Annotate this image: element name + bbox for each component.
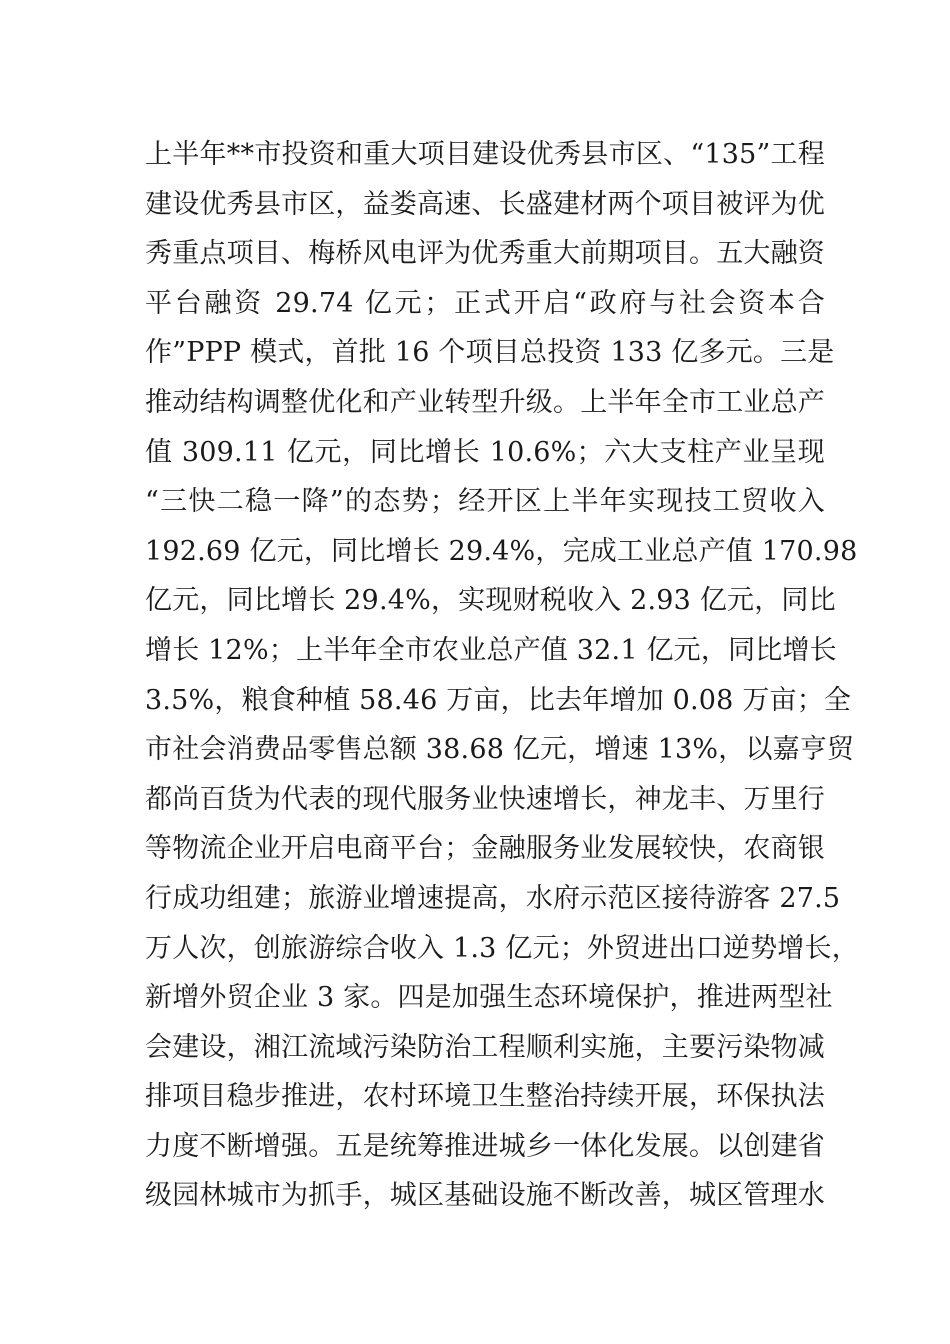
text-line: 上半年**市投资和重大项目建设优秀县市区、“135”工程 <box>145 139 825 170</box>
text-line: 建设优秀县市区，益娄高速、长盛建材两个项目被评为优 <box>145 188 825 220</box>
text-line: 秀重点项目、梅桥风电评为优秀重大前期项目。五大融资 <box>145 238 825 270</box>
text-line: 192.69 亿元，同比增长 29.4%，完成工业总产值 170.98 <box>145 535 858 567</box>
body-paragraph <box>145 130 859 1221</box>
text-line: 3.5%，粮食种植 58.46 万亩，比去年增加 0.08 万亩；全 <box>145 684 852 716</box>
text-line: 亿元，同比增长 29.4%，实现财税收入 2.93 亿元，同比 <box>145 585 836 617</box>
text-line: “三快二稳一降”的态势；经开区上半年实现技工贸收入 <box>145 486 825 518</box>
text-line: 值 309.11 亿元，同比增长 10.6%；六大支柱产业呈现 <box>145 436 825 468</box>
text-line: 等物流企业开启电商平台；金融服务业发展较快，农商银 <box>145 833 825 865</box>
text-line: 排项目稳步推进，农村环境卫生整治持续开展，环保执法 <box>145 1081 825 1113</box>
text-line: 增长 12%；上半年全市农业总产值 32.1 亿元，同比增长 <box>145 634 837 666</box>
text-line: 平台融资 29.74 亿元；正式开启“政府与社会资本合 <box>145 287 825 319</box>
text-line: 新增外贸企业 3 家。四是加强生态环境保护，推进两型社 <box>145 982 833 1014</box>
text-line: 推动结构调整优化和产业转型升级。上半年全市工业总产 <box>145 386 825 418</box>
text-line: 会建设，湘江流域污染防治工程顺利实施，主要污染物减 <box>145 1031 825 1063</box>
text-line: 级园林城市为抓手，城区基础设施不断改善，城区管理水 <box>145 1180 825 1212</box>
text-line: 万人次，创旅游综合收入 1.3 亿元；外贸进出口逆势增长， <box>145 932 859 964</box>
text-line: 作”PPP 模式，首批 16 个项目总投资 133 亿多元。三是 <box>145 337 835 369</box>
text-line: 市社会消费品零售总额 38.68 亿元，增速 13%，以嘉亨贸 <box>145 734 855 766</box>
text-line: 行成功组建；旅游业增速提高，水府示范区接待游客 27.5 <box>145 882 841 914</box>
text-line: 都尚百货为代表的现代服务业快速增长，神龙丰、万里行 <box>145 783 825 815</box>
text-line: 力度不断增强。五是统筹推进城乡一体化发展。以创建省 <box>145 1130 825 1162</box>
